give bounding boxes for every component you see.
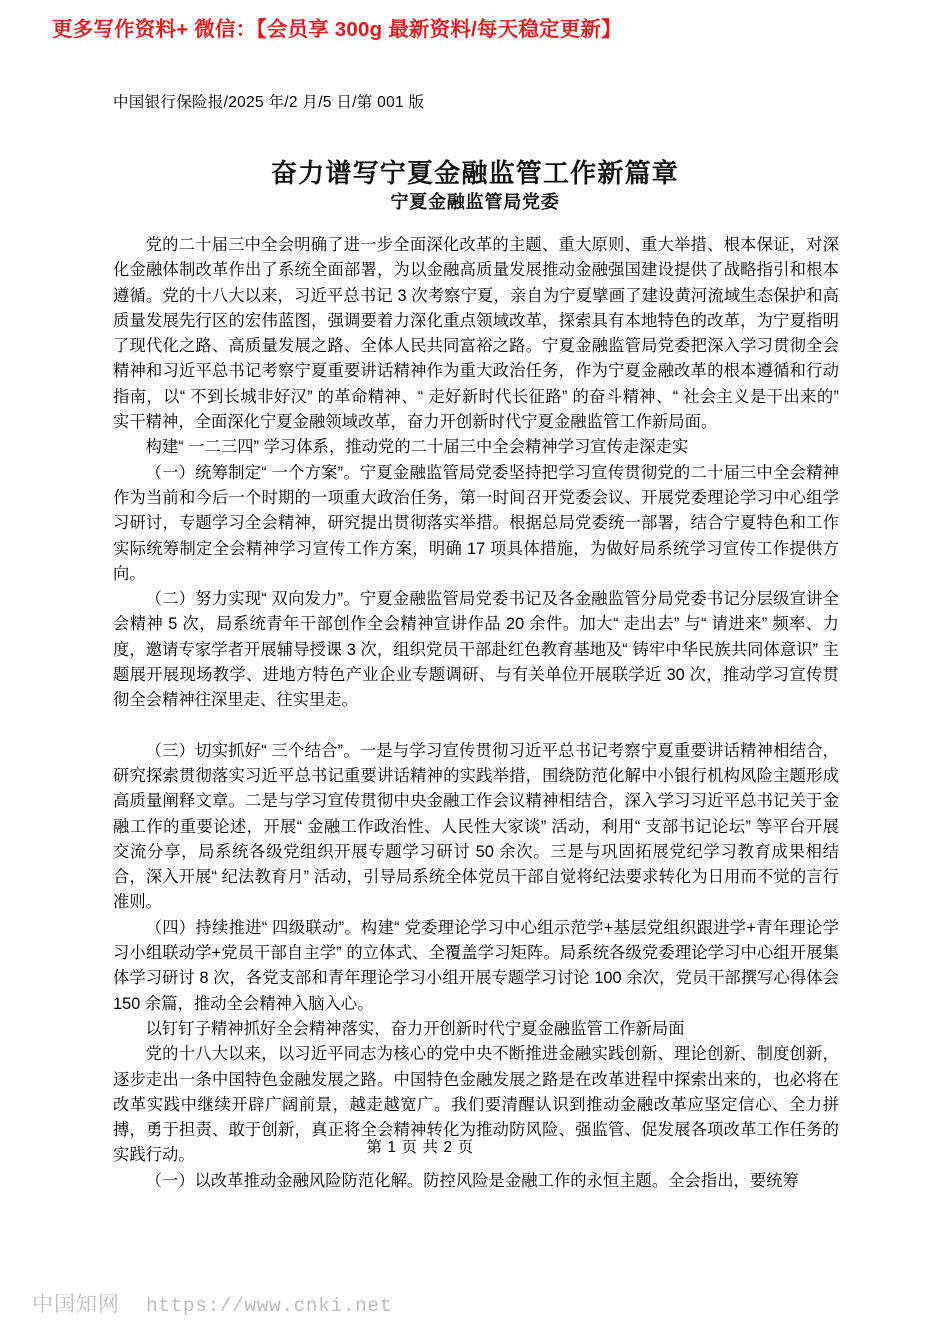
- body-paragraph: 以钉钉子精神抓好全会精神落实，奋力开创新时代宁夏金融监管工作新局面: [145, 1019, 685, 1038]
- document-body: [113, 233, 839, 1194]
- body-paragraph: 党的十八大以来，以习近平同志为核心的党中央不断推进金融实践创新、理论创新、制度创新，逐步走出一条中国特色金融发展之路。中国特色金融发展之路是在改革进程中探索出来的，也必将在改革实践中继续开辟广阔前景，越走越宽广。我们要清醒认识到推动金融改革应坚定信心、全力拼搏，勇于担责、敢于创新，真正将全会精神转化为推动防风险、强监管、促发展各项改革工作任务的实践行动。: [113, 1045, 839, 1165]
- body-paragraph: （一）以改革推动金融风险防范化解。防控风险是金融工作的永恒主题。全会指出，要统筹: [145, 1171, 799, 1190]
- body-paragraph: 党的二十届三中全会明确了进一步全面深化改革的主题、重大原则、重大举措、根本保证，对深化金融体制改革作出了系统全面部署，为以金融高质量发展推动金融强国建设提供了战略指引和根本遵循。党的十八大以来，习近平总书记 3 次考察宁夏，亲自为宁夏擘画了建设黄河流域生态保护和高质量发展先行区的宏伟蓝图，强调要着力深化重点领域改革，探索具有本地特色的改革，为宁夏指明了现代化之路、高质量发展之路、全体人民共同富裕之路。宁夏金融监管局党委把深入学习贯彻全会精神和习近平总书记考察宁夏重要讲话精神作为重大政治任务，作为宁夏金融改革的根本遵循和行动指南，以“ 不到长城非好汉” 的革命精神、“ 走好新时代长征路” 的奋斗精神、“ 社会主义是干出来的” 实干精神，全面深化宁夏金融领域改革，奋力开创新时代宁夏金融监管工作新局面。: [113, 236, 839, 432]
- body-paragraph: （一）统筹制定“ 一个方案”。宁夏金融监管局党委坚持把学习宣传贯彻党的二十届三中全会精神作为当前和今后一个时期的一项重大政治任务，第一时间召开党委会议、开展党委理论学习中心组学习研讨，专题学习全会精神，研究提出贯彻落实举措。根据总局党委统一部署，结合宁夏特色和工作实际统筹制定全会精神学习宣传工作方案，明确 17 项具体措施，为做好局系统学习宣传工作提供方向。: [113, 463, 839, 583]
- cnki-watermark: [32, 1288, 392, 1318]
- promo-banner: 更多写作资料+ 微信：【会员享 300g 最新资料/每天稳定更新】: [52, 18, 622, 41]
- page-indicator: 第 1 页 共 2 页: [366, 1139, 474, 1156]
- body-paragraph: （三）切实抓好“ 三个结合”。一是与学习宣传贯彻习近平总书记考察宁夏重要讲话精神相结合，研究探索贯彻落实习近平总书记重要讲话精神的实践举措，围绕防范化解中小银行机构风险主题形成高质量阐释文章。二是与学习宣传贯彻中央金融工作会议精神相结合，深入学习习近平总书记关于金融工作的重要论述，开展“ 金融工作政治性、人民性大家谈” 活动，利用“ 支部书记论坛” 等平台开展交流分享，局系统各级党组织开展专题学习研讨 50 余次。三是与巩固拓展党纪学习教育成果相结合，深入开展“ 纪法教育月” 活动，引导局系统全体党员干部自觉将纪法要求转化为日用而不觉的言行准则。: [113, 741, 839, 912]
- body-paragraph: 构建“ 一二三四” 学习体系，推动党的二十届三中全会精神学习宣传走深走实: [145, 438, 689, 457]
- body-paragraph: （二）努力实现“ 双向发力”。宁夏金融监管局党委书记及各金融监管分局党委书记分层级宣讲全会精神 5 次，局系统青年干部创作全会精神宣讲作品 20 余件。加大“ 走出去” 与“ 请进来” 频率、力度，邀请专家学者开展辅导授课 3 次，组织党员干部赴红色教育基地及“ 铸牢中华民族共同体意识” 主题展开展现场教学、进地方特色产业企业专题调研、与有关单位开展联学近 30 次，推动学习宣传贯彻全会精神往深里走、往实里走。: [113, 590, 839, 710]
- document-byline: 宁夏金融监管局党委: [390, 192, 560, 212]
- source-line: 中国银行保险报/2025 年/2 月/5 日/第 001 版: [113, 94, 425, 111]
- cnki-url-label: https://www.cnki.net: [146, 1295, 393, 1317]
- page-title: 奋力谱写宁夏金融监管工作新篇章: [270, 158, 679, 189]
- body-paragraph: （四）持续推进“ 四级联动”。构建“ 党委理论学习中心组示范学+基层党组织跟进学+青年理论学习小组联动学+党员干部自主学” 的立体式、全覆盖学习矩阵。局系统各级党委理论学习中心组开展集体学习研讨 8 次，各党支部和青年理论学习小组开展专题学习讨论 100 余次，党员干部撰写心得体会 150 余篇，推动全会精神入脑入心。: [113, 918, 839, 1013]
- cnki-brand-label: 中国知网: [32, 1293, 120, 1316]
